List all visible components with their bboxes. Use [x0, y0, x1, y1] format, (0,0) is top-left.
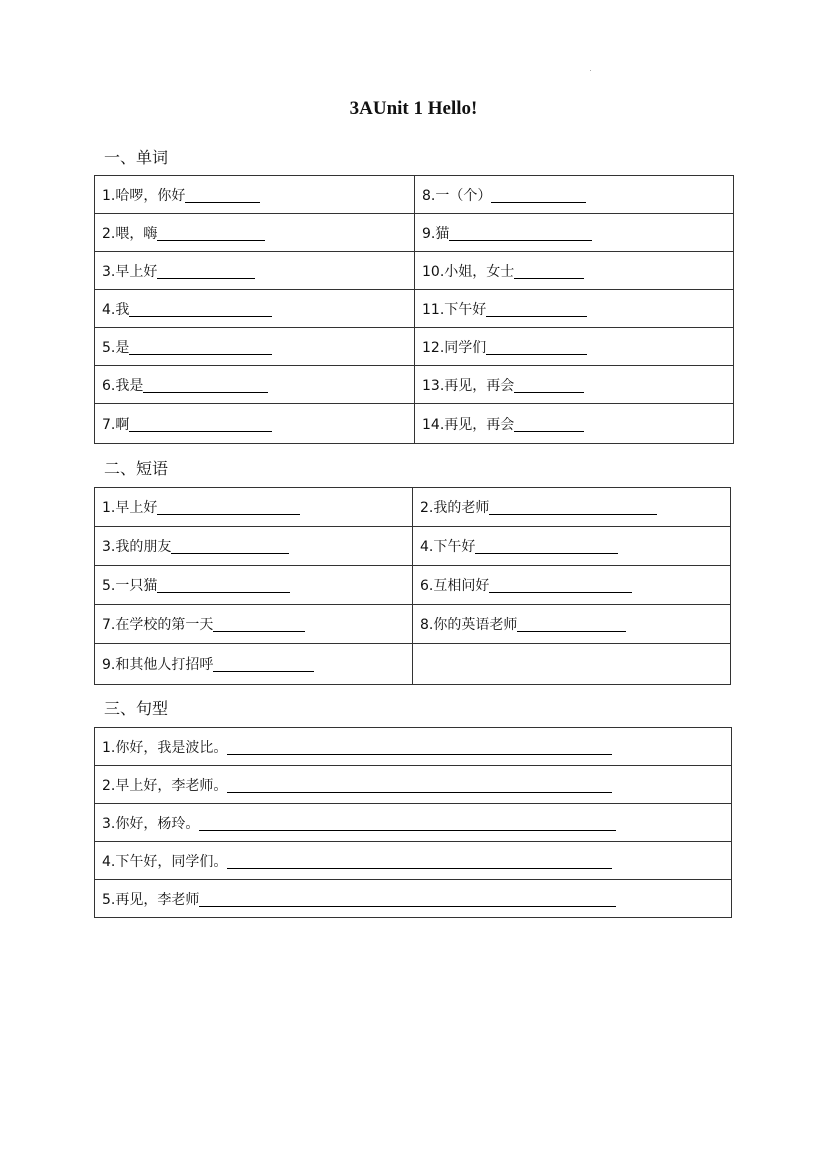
answer-blank[interactable]: [486, 302, 587, 317]
table-row: [95, 842, 732, 880]
section-heading-sentences: 三、句型: [104, 699, 169, 718]
answer-blank[interactable]: [449, 226, 592, 241]
item-label: 14.再见，再会: [422, 416, 515, 433]
item-label: 9.猫: [422, 225, 450, 242]
answer-blank[interactable]: [227, 740, 612, 755]
cell-right: [415, 214, 734, 252]
answer-blank[interactable]: [514, 417, 584, 432]
item-label: 4.下午好，同学们。: [102, 853, 228, 870]
cell-left: [95, 488, 413, 527]
table-row: [95, 566, 731, 605]
table-row: [95, 766, 732, 804]
cell-sentence: [95, 842, 732, 880]
answer-blank[interactable]: [517, 617, 626, 632]
phrases-table: [94, 487, 731, 685]
page-title: 3AUnit 1 Hello!: [349, 98, 478, 119]
cell-left: [95, 214, 415, 252]
cell-left: [95, 605, 413, 644]
table-row: [95, 527, 731, 566]
cell-right: [413, 527, 731, 566]
table-row: [95, 880, 732, 918]
cell-left: [95, 527, 413, 566]
stray-dot: [590, 70, 591, 71]
table-row: [95, 488, 731, 527]
item-label: 8.你的英语老师: [420, 617, 518, 633]
cell-left: [95, 176, 415, 214]
item-label: 2.我的老师: [420, 500, 490, 516]
table-row: [95, 605, 731, 644]
cell-left: [95, 566, 413, 605]
answer-blank[interactable]: [489, 578, 632, 593]
table-row: [95, 366, 734, 404]
answer-blank[interactable]: [185, 188, 260, 203]
cell-sentence: [95, 766, 732, 804]
cell-right: [415, 252, 734, 290]
answer-blank[interactable]: [157, 226, 265, 241]
item-label: 7.啊: [102, 416, 130, 433]
item-label: 5.再见，李老师: [102, 891, 200, 908]
answer-blank[interactable]: [199, 816, 616, 831]
item-label: 9.和其他人打招呼: [102, 657, 214, 673]
item-label: 6.我是: [102, 377, 144, 394]
table-row: [95, 804, 732, 842]
answer-blank[interactable]: [129, 302, 272, 317]
cell-right: [413, 488, 731, 527]
cell-left: [95, 252, 415, 290]
answer-blank[interactable]: [486, 340, 587, 355]
cell-sentence: [95, 728, 732, 766]
answer-blank[interactable]: [491, 188, 586, 203]
table-row: [95, 214, 734, 252]
table-row: [95, 728, 732, 766]
cell-right: [413, 605, 731, 644]
answer-blank[interactable]: [227, 778, 612, 793]
section-heading-phrases: 二、短语: [104, 459, 169, 478]
answer-blank[interactable]: [129, 417, 272, 432]
item-label: 3.早上好: [102, 263, 158, 280]
item-label: 1.早上好: [102, 500, 158, 516]
table-row: [95, 252, 734, 290]
cell-left: [95, 366, 415, 404]
answer-blank[interactable]: [514, 264, 584, 279]
item-label: 10.小姐，女士: [422, 263, 515, 280]
item-label: 1.哈啰，你好: [102, 187, 186, 204]
answer-blank[interactable]: [129, 340, 272, 355]
table-row: [95, 176, 734, 214]
item-label: 12.同学们: [422, 339, 487, 356]
item-label: 4.我: [102, 301, 130, 318]
answer-blank[interactable]: [143, 378, 268, 393]
table-row: [95, 328, 734, 366]
sentences-table: [94, 727, 732, 918]
item-label: 1.你好，我是波比。: [102, 739, 228, 756]
table-row: [95, 404, 734, 444]
cell-right: [415, 328, 734, 366]
cell-sentence: [95, 880, 732, 918]
item-label: 7.在学校的第一天: [102, 617, 214, 633]
item-label: 13.再见，再会: [422, 377, 515, 394]
item-label: 6.互相问好: [420, 578, 490, 594]
item-label: 4.下午好: [420, 539, 476, 555]
cell-left: [95, 404, 415, 444]
item-label: 5.一只猫: [102, 578, 158, 594]
cell-right: [415, 404, 734, 444]
answer-blank[interactable]: [199, 892, 616, 907]
item-label: 3.你好，杨玲。: [102, 815, 200, 832]
item-label: 8.一（个）: [422, 187, 492, 204]
answer-blank[interactable]: [489, 500, 657, 515]
cell-right: [415, 290, 734, 328]
item-label: 11.下午好: [422, 301, 487, 318]
item-label: 5.是: [102, 339, 130, 356]
answer-blank[interactable]: [514, 378, 584, 393]
cell-right: [415, 176, 734, 214]
answer-blank[interactable]: [475, 539, 618, 554]
answer-blank[interactable]: [157, 578, 290, 593]
item-label: 2.喂，嗨: [102, 225, 158, 242]
cell-right: [415, 366, 734, 404]
answer-blank[interactable]: [213, 617, 305, 632]
cell-left: [95, 328, 415, 366]
cell-left: [95, 644, 413, 685]
item-label: 2.早上好，李老师。: [102, 777, 228, 794]
answer-blank[interactable]: [171, 539, 289, 554]
answer-blank[interactable]: [157, 500, 300, 515]
cell-sentence: [95, 804, 732, 842]
answer-blank[interactable]: [213, 657, 314, 672]
cell-left: [95, 290, 415, 328]
table-row: [95, 644, 731, 685]
section-heading-words: 一、单词: [104, 148, 169, 167]
item-label: 3.我的朋友: [102, 539, 172, 555]
answer-blank[interactable]: [157, 264, 255, 279]
answer-blank[interactable]: [227, 854, 612, 869]
cell-right: [413, 566, 731, 605]
cell-right: [413, 644, 731, 685]
words-table: [94, 175, 734, 444]
table-row: [95, 290, 734, 328]
